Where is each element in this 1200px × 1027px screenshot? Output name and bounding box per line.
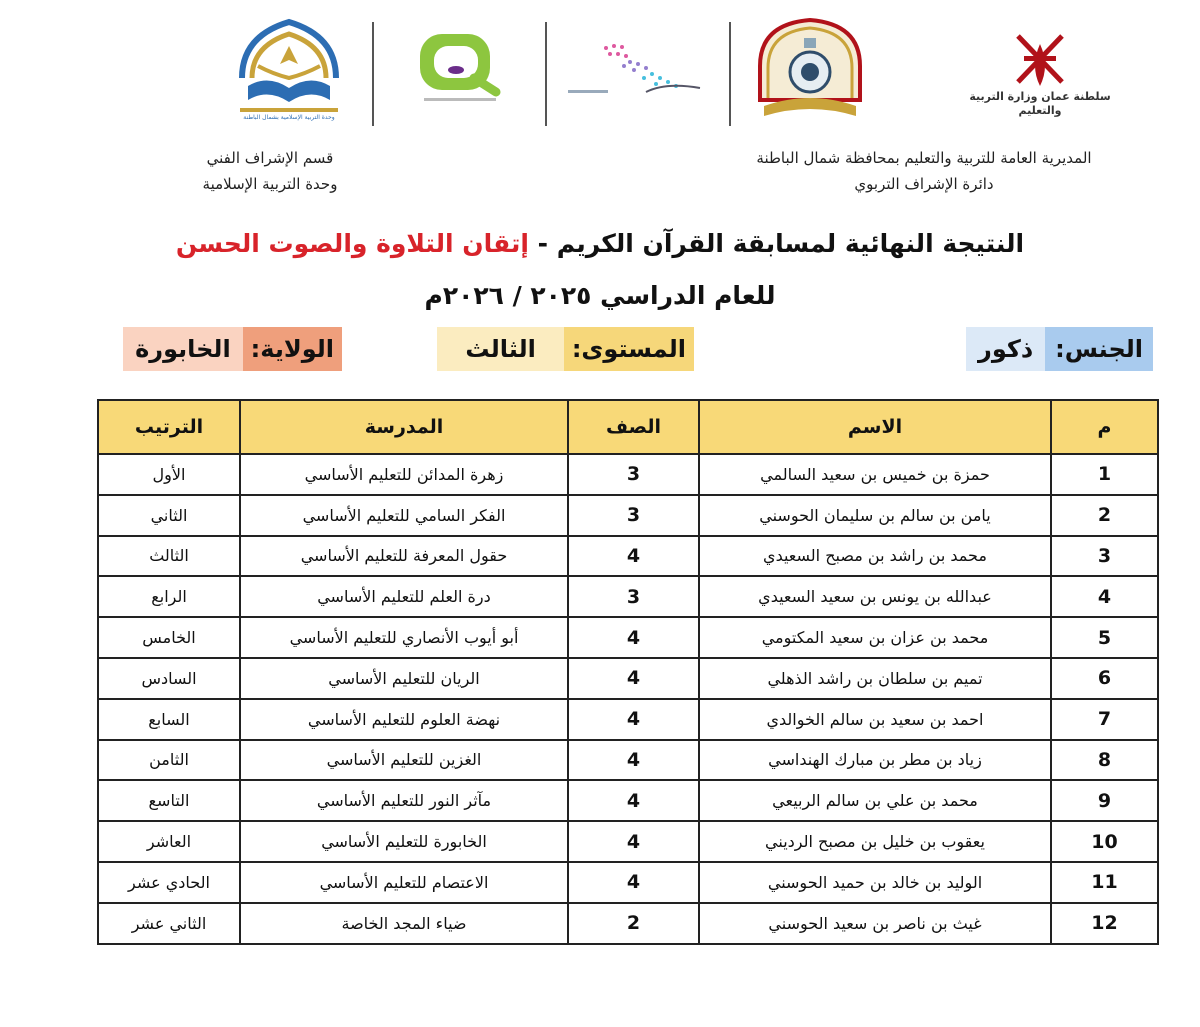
student-grade: 4 xyxy=(568,658,699,699)
school-name: الاعتصام للتعليم الأساسي xyxy=(240,862,568,903)
student-grade: 4 xyxy=(568,862,699,903)
technical-supervision-section: قسم الإشراف الفني xyxy=(206,149,334,167)
school-name: الغزين للتعليم الأساسي xyxy=(240,740,568,781)
table-row xyxy=(98,536,1158,577)
table-row xyxy=(98,862,1158,903)
student-rank: الحادي عشر xyxy=(98,862,240,903)
directorate-name: المديرية العامة للتربية والتعليم بمحافظة شمال الباطنة xyxy=(756,149,1092,167)
school-name: زهرة المدائن للتعليم الأساسي xyxy=(240,454,568,495)
logo-divider xyxy=(545,22,547,126)
level-value: الثالث xyxy=(437,327,563,371)
student-grade: 3 xyxy=(568,454,699,495)
student-name: غيث بن ناصر بن سعيد الحوسني xyxy=(699,903,1051,944)
student-rank: الأول xyxy=(98,454,240,495)
column-header-name: الاسم xyxy=(699,400,1051,454)
table-row xyxy=(98,658,1158,699)
oman-emblem-icon xyxy=(966,26,1114,96)
student-name: حمزة بن خميس بن سعيد السالمي xyxy=(699,454,1051,495)
directorate-header xyxy=(734,145,1114,197)
school-name: الخابورة للتعليم الأساسي xyxy=(240,821,568,862)
school-name: ضياء المجد الخاصة xyxy=(240,903,568,944)
student-grade: 3 xyxy=(568,495,699,536)
student-grade: 4 xyxy=(568,699,699,740)
student-grade: 2 xyxy=(568,903,699,944)
row-number: 11 xyxy=(1051,862,1158,903)
islamic-education-unit: وحدة التربية الإسلامية xyxy=(202,175,338,193)
section-header xyxy=(165,145,375,197)
student-name: محمد بن علي بن سالم الربيعي xyxy=(699,780,1051,821)
student-rank: الرابع xyxy=(98,576,240,617)
student-rank: التاسع xyxy=(98,780,240,821)
row-number: 8 xyxy=(1051,740,1158,781)
logo-divider xyxy=(729,22,731,126)
quality-q-icon xyxy=(414,28,506,110)
table-row xyxy=(98,576,1158,617)
title-prefix: النتيجة النهائية لمسابقة القرآن الكريم - xyxy=(528,229,1025,258)
level-box xyxy=(437,327,694,371)
school-name: مآثر النور للتعليم الأساسي xyxy=(240,780,568,821)
row-number: 3 xyxy=(1051,536,1158,577)
supervision-department: دائرة الإشراف التربوي xyxy=(854,175,994,193)
gender-label: الجنس: xyxy=(1045,327,1153,371)
wilaya-value: الخابورة xyxy=(123,327,243,371)
row-number: 4 xyxy=(1051,576,1158,617)
student-grade: 4 xyxy=(568,617,699,658)
table-header-row xyxy=(98,400,1158,454)
table-row xyxy=(98,495,1158,536)
column-header-grade: الصف xyxy=(568,400,699,454)
school-name: أبو أيوب الأنصاري للتعليم الأساسي xyxy=(240,617,568,658)
results-table xyxy=(97,399,1159,945)
digital-wave-icon xyxy=(566,34,708,104)
digital-logo xyxy=(566,34,708,104)
student-rank: الخامس xyxy=(98,617,240,658)
student-name: احمد بن سعيد بن سالم الخوالدي xyxy=(699,699,1051,740)
student-rank: العاشر xyxy=(98,821,240,862)
column-header-num: م xyxy=(1051,400,1158,454)
row-number: 12 xyxy=(1051,903,1158,944)
islamic-unit-caption: وحدة التربية الإسلامية بشمال الباطنة xyxy=(243,114,335,121)
level-label: المستوى: xyxy=(564,327,694,371)
student-name: الوليد بن خالد بن حميد الحوسني xyxy=(699,862,1051,903)
row-number: 7 xyxy=(1051,699,1158,740)
academic-year: للعام الدراسي ٢٠٢٥ / ٢٠٢٦م xyxy=(424,281,776,310)
student-name: زياد بن مطر بن مبارك الهنداسي xyxy=(699,740,1051,781)
ministry-logo-text: سلطنة عمان وزارة التربية والتعليم xyxy=(969,90,1111,117)
quran-seal-icon xyxy=(750,16,870,128)
student-rank: الثامن xyxy=(98,740,240,781)
table-row xyxy=(98,780,1158,821)
book-mosque-emblem-icon xyxy=(228,16,350,128)
student-grade: 4 xyxy=(568,536,699,577)
islamic-education-logo xyxy=(228,16,350,128)
student-name: يامن بن سالم بن سليمان الحوسني xyxy=(699,495,1051,536)
row-number: 1 xyxy=(1051,454,1158,495)
student-rank: السادس xyxy=(98,658,240,699)
school-name: الفكر السامي للتعليم الأساسي xyxy=(240,495,568,536)
school-name: حقول المعرفة للتعليم الأساسي xyxy=(240,536,568,577)
wilaya-label: الولاية: xyxy=(243,327,342,371)
quran-seal-logo xyxy=(750,16,870,128)
student-name: عبدالله بن يونس بن سعيد السعيدي xyxy=(699,576,1051,617)
gender-box xyxy=(966,327,1153,371)
ministry-logo xyxy=(966,26,1114,122)
column-header-school: المدرسة xyxy=(240,400,568,454)
page-title xyxy=(0,226,1200,262)
wilaya-box xyxy=(123,327,342,371)
logo-divider xyxy=(372,22,374,126)
row-number: 5 xyxy=(1051,617,1158,658)
student-name: تميم بن سلطان بن راشد الذهلي xyxy=(699,658,1051,699)
quality-logo xyxy=(414,28,506,110)
row-number: 2 xyxy=(1051,495,1158,536)
column-header-rank: الترتيب xyxy=(98,400,240,454)
student-name: محمد بن عزان بن سعيد المكتومي xyxy=(699,617,1051,658)
student-name: محمد بن راشد بن مصبح السعيدي xyxy=(699,536,1051,577)
table-row xyxy=(98,617,1158,658)
student-grade: 4 xyxy=(568,740,699,781)
student-rank: الثالث xyxy=(98,536,240,577)
gender-value: ذكور xyxy=(966,327,1045,371)
table-row xyxy=(98,903,1158,944)
student-rank: السابع xyxy=(98,699,240,740)
table-row xyxy=(98,454,1158,495)
student-rank: الثاني عشر xyxy=(98,903,240,944)
student-grade: 4 xyxy=(568,821,699,862)
student-grade: 4 xyxy=(568,780,699,821)
row-number: 10 xyxy=(1051,821,1158,862)
school-name: درة العلم للتعليم الأساسي xyxy=(240,576,568,617)
student-rank: الثاني xyxy=(98,495,240,536)
table-row xyxy=(98,821,1158,862)
quality-logo-letter xyxy=(414,28,415,29)
school-name: نهضة العلوم للتعليم الأساسي xyxy=(240,699,568,740)
title-highlight: إتقان التلاوة والصوت الحسن xyxy=(175,229,529,258)
student-name: يعقوب بن خليل بن مصبح الرديني xyxy=(699,821,1051,862)
row-number: 6 xyxy=(1051,658,1158,699)
row-number: 9 xyxy=(1051,780,1158,821)
school-name: الريان للتعليم الأساسي xyxy=(240,658,568,699)
student-grade: 3 xyxy=(568,576,699,617)
table-row xyxy=(98,699,1158,740)
table-row xyxy=(98,740,1158,781)
